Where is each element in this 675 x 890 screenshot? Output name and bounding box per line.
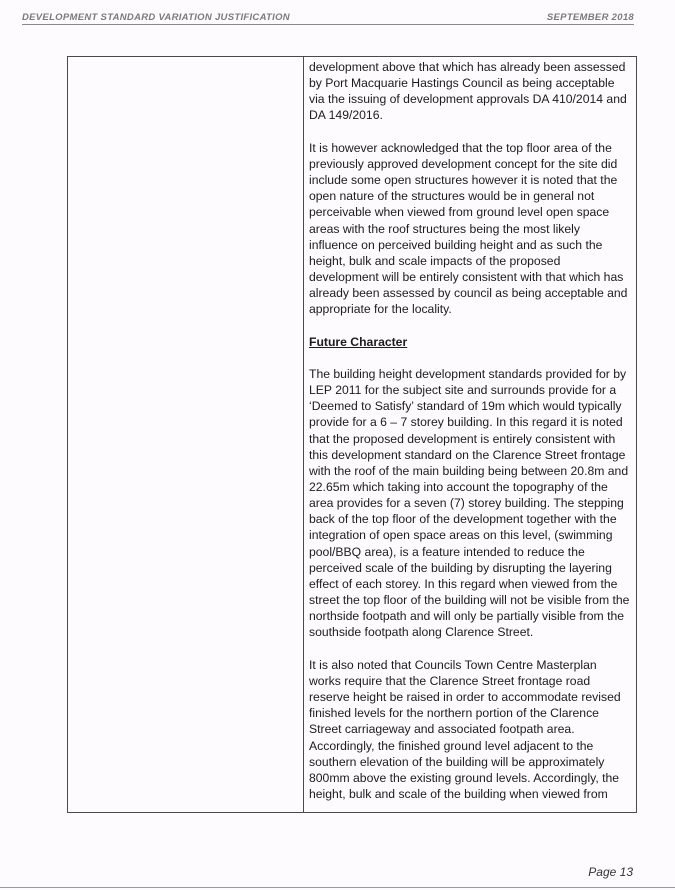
page-number: Page 13 <box>588 865 633 879</box>
document-date: SEPTEMBER 2018 <box>546 12 634 23</box>
table-right-column <box>304 57 636 812</box>
footer-divider <box>0 887 675 888</box>
paragraph-3: The building height development standards provided for by LEP 2011 for the subject site and surrounds provide for a ‘Deemed to Satisfy’ standard of 19m which would typically provide for a 6 – 7 storey building. In this regard it is noted that the proposed development is entirely consistent with this development standard on the Clarence Street frontage with the roof of the main building being between 20.8m and 22.65m which taking into account the topography of the area provides for a seven (7) storey building. The stepping back of the top floor of the development together with the integration of open space areas on this level, (swimming pool/BBQ area), is a feature intended to reduce the perceived scale of the building by disrupting the layering effect of each storey. In this regard when viewed from the street the top floor of the building will not be visible from the northside footpath and will only be partially visible from the southside footpath along Clarence Street. <box>309 366 630 640</box>
document-title: DEVELOPMENT STANDARD VARIATION JUSTIFICATION <box>22 12 290 23</box>
paragraph-4: It is also noted that Councils Town Centre Masterplan works require that the Clarence Street frontage road reserve height be raised in order to accommodate revised finished levels for the northern portion of the Clarence Street carriageway and associated footpath area. Accordingly, the finished ground level adjacent to the southern elevation of the building will be approximately 800mm above the existing ground levels. Accordingly, the height, bulk and scale of the building when viewed from <box>309 657 621 801</box>
paragraph-1: development above that which has already been assessed by Port Macquarie Hastings Council as being acceptable via the issuing of development approvals DA 410/2014 and DA 149/2016. <box>309 60 627 123</box>
content-table <box>67 56 637 813</box>
paragraph-2: It is however acknowledged that the top floor area of the previously approved development concept for the site did include some open structures however it is noted that the open nature of the structures would be in general not perceivable when viewed from ground level open space areas with the roof structures being the most likely influence on perceived building height and as such the height, bulk and scale impacts of the proposed development will be entirely consistent with that which has already been assessed by council as being acceptable and appropriate for the locality. <box>309 140 628 317</box>
section-heading: Future Character <box>309 334 408 349</box>
page-header <box>22 12 634 25</box>
table-left-column <box>68 57 304 812</box>
